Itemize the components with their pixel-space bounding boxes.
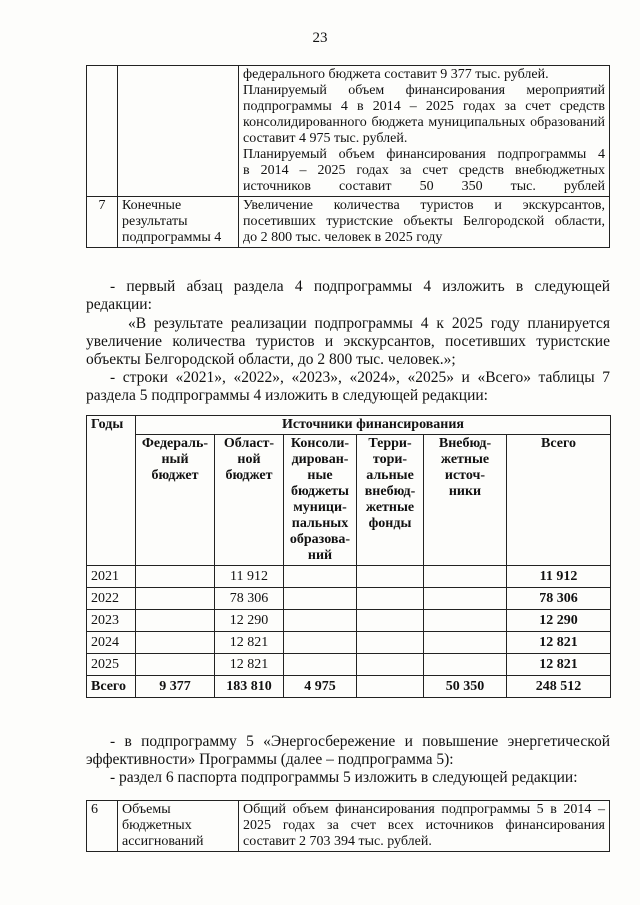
value-cell [136,632,215,654]
table-row [87,654,611,676]
header-row [87,435,611,566]
value-cell [357,566,424,588]
paragraph-line: раздела 5 подпрограммы 4 изложить в следующей редакции: [86,387,488,404]
paragraph-line: объекты Белгородской области, до 2 800 тыс. человек.»; [86,351,456,368]
value-cell: 78 306 [507,588,611,610]
table-row [87,676,611,698]
text-line: Планируемый объем финансирования подпрограммы 4 [243,147,605,162]
label-line: Конечные [122,198,182,213]
table-row [87,632,611,654]
header-line: фонды [368,516,412,531]
text-line: Увеличение количества туристов и экскурсантов, [243,198,605,213]
paragraph-line: - в подпрограмму 5 «Энергосбережение и повышение энергетической [110,733,610,750]
text-line: составит 2 703 394 тыс. рублей. [243,834,432,849]
year-cell: Всего [87,676,136,698]
label-line: бюджетных [122,818,192,833]
value-cell: 78 306 [215,588,284,610]
header-line: муници- [293,500,347,515]
row-label-cell [118,66,239,197]
header-line: образова- [289,532,351,547]
text-line: подпрограммы 4 в 2014 – 2025 годах за счет средств [243,99,605,114]
header-line: Област- [223,436,275,451]
header-line: жетные [440,452,490,467]
year-cell: 2023 [87,610,136,632]
header-line: ники [448,484,482,499]
header-line: Внебюд- [438,436,492,451]
value-cell: 9 377 [136,676,215,698]
header-federal-budget [136,435,215,566]
table-row [87,66,610,197]
value-cell: 12 821 [215,632,284,654]
paragraph-line: - раздел 6 паспорта подпрограммы 5 изложить в следующей редакции: [110,769,578,786]
value-cell [424,566,507,588]
header-line: альные [366,468,414,483]
header-line: бюджет [225,468,273,483]
financing-text-cell [239,66,610,197]
header-line: ной [237,452,261,467]
value-cell [424,632,507,654]
value-cell: 50 350 [424,676,507,698]
header-line: дирован- [291,452,349,467]
text-line: посетивших туристские объекты Белгородской области, [243,214,605,229]
text-line: Общий объем финансирования подпрограммы 5 в 2014 – [243,802,605,817]
text-line: консолидированного бюджета муниципальных образований [243,115,605,130]
text-line: составит 4 975 тыс. рублей. [243,131,408,146]
header-line: пальных [291,516,349,531]
text-line: в 2014 – 2025 годах за счет средств внебюджетных [243,163,605,178]
header-extrabudgetary-sources [424,435,507,566]
row-number: 7 [87,197,118,248]
table-row [87,610,611,632]
header-consolidated-budgets [284,435,357,566]
value-cell [136,566,215,588]
text-line: федерального бюджета составит 9 377 тыс. рублей. [243,67,549,82]
paragraph-line: редакции: [86,296,152,313]
row-number: 6 [87,801,118,852]
value-cell [136,588,215,610]
header-line: ний [307,548,333,563]
row-label [118,801,239,852]
row-label [118,197,239,248]
row-number-cell [87,66,118,197]
value-cell: 12 821 [215,654,284,676]
value-cell [284,610,357,632]
header-line: внебюд- [364,484,416,499]
value-cell [357,654,424,676]
table-row [87,566,611,588]
value-cell: 4 975 [284,676,357,698]
financing-table [86,415,611,698]
value-cell [357,610,424,632]
value-cell: 12 290 [507,610,611,632]
value-cell: 12 821 [507,632,611,654]
value-cell [136,610,215,632]
value-cell [357,676,424,698]
label-line: ассигнований [122,834,204,849]
year-cell: 2021 [87,566,136,588]
value-cell: 12 290 [215,610,284,632]
table-row [87,588,611,610]
value-cell [284,588,357,610]
header-line: ные [307,468,333,483]
value-cell [284,632,357,654]
label-line: подпрограммы 4 [122,230,222,245]
header-regional-budget [215,435,284,566]
header-total [507,435,611,566]
financing-table-body [87,566,611,698]
header-territorial-funds [357,435,424,566]
value-cell: 12 821 [507,654,611,676]
header-sources: Источники финансирования [136,416,611,435]
value-cell [357,588,424,610]
header-years: Годы [87,416,136,566]
value-cell [284,654,357,676]
header-line: источ- [444,468,486,483]
header-line: ный [161,452,189,467]
year-cell: 2025 [87,654,136,676]
value-cell [136,654,215,676]
passport-table-subprogram-4 [86,65,610,248]
header-line: жетные [365,500,415,515]
value-cell: 183 810 [215,676,284,698]
header-line: Федераль- [141,436,209,451]
text-line: Планируемый объем финансирования мероприятий [243,83,605,98]
table-row [87,197,610,248]
value-cell: 248 512 [507,676,611,698]
header-line: Терри- [368,436,412,451]
results-text-cell [239,197,610,248]
header-line: бюджеты [291,484,349,499]
value-cell: 11 912 [507,566,611,588]
paragraph-line: «В результате реализации подпрограммы 4 к 2025 году планируется [128,315,610,332]
value-cell [424,654,507,676]
header-row [87,416,611,435]
page-number: 23 [312,30,328,46]
year-cell: 2022 [87,588,136,610]
value-cell [424,610,507,632]
paragraph-line: эффективности» Программы (далее – подпрограмма 5): [86,751,454,768]
table-row [87,801,610,852]
header-line: бюджет [151,468,199,483]
year-cell: 2024 [87,632,136,654]
value-cell [424,588,507,610]
allocation-text-cell [239,801,610,852]
paragraph-line: - первый абзац раздела 4 подпрограммы 4 изложить в следующей [110,278,610,295]
text-line: 2025 годах за счет всех источников финансирования [243,818,605,833]
header-line: тори- [372,452,408,467]
text-line: до 2 800 тыс. человек в 2025 году [243,230,443,245]
label-line: результаты [122,214,188,229]
value-cell [284,566,357,588]
value-cell [357,632,424,654]
header-line: Консоли- [290,436,350,451]
value-cell: 11 912 [215,566,284,588]
text-line: источников составит 50 350 тыс. рублей [243,179,605,194]
label-line: Объемы [122,802,171,817]
paragraph-line: - строки «2021», «2022», «2023», «2024», «2025» и «Всего» таблицы 7 [110,369,610,386]
header-line: Всего [541,436,576,451]
passport-table-subprogram-5 [86,800,610,852]
paragraph-line: увеличение количества туристов и экскурсантов, посетивших туристские [86,333,610,350]
